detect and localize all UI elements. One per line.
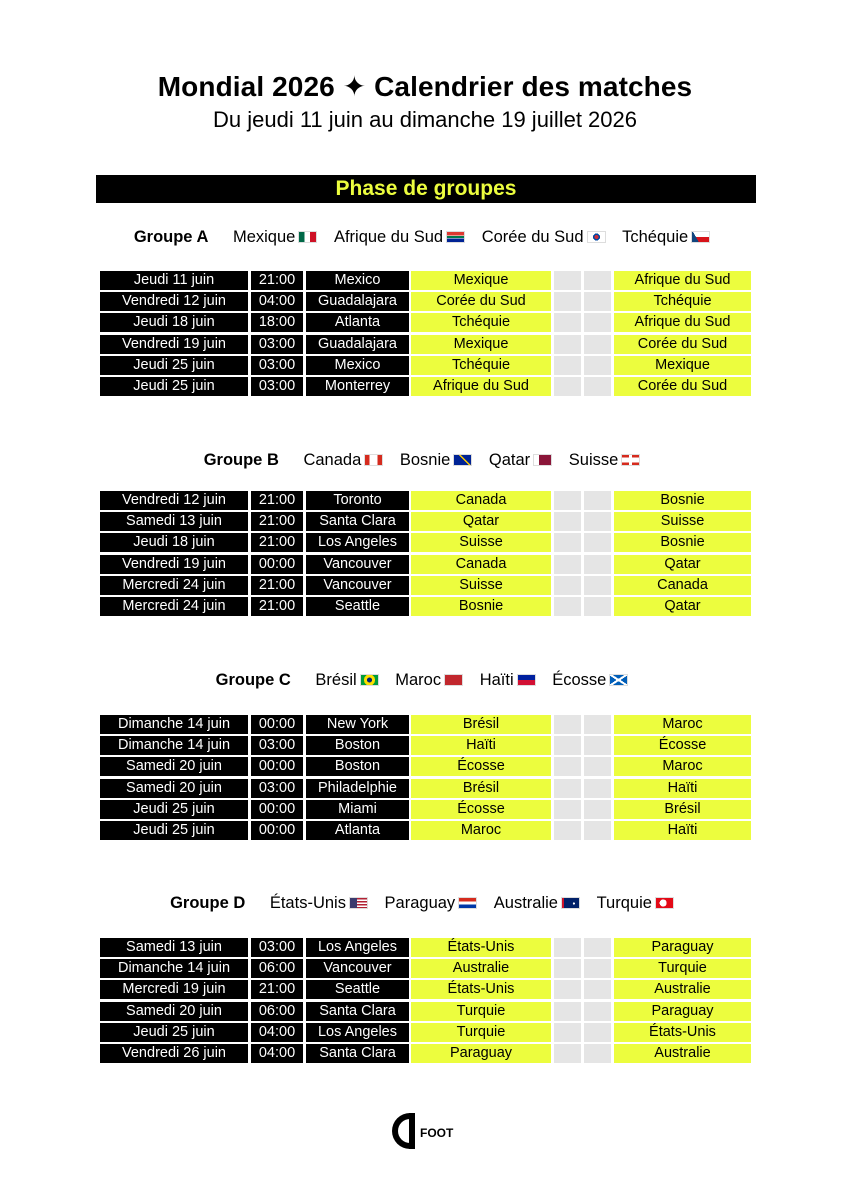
- match-time: 21:00: [251, 576, 303, 595]
- team-label: Paraguay: [385, 894, 478, 912]
- home-score-box: [554, 938, 581, 957]
- team-label: Maroc: [395, 671, 463, 689]
- home-score-box: [554, 377, 581, 396]
- home-team: Suisse: [411, 576, 551, 595]
- match-city: Vancouver: [306, 576, 409, 595]
- match-row: [100, 377, 751, 398]
- team-label: Haïti: [480, 671, 536, 689]
- page-title: Mondial 2026 ✦ Calendrier des matches: [157, 71, 693, 102]
- away-score-box: [584, 757, 611, 776]
- south-africa-flag-icon: [446, 231, 465, 243]
- away-score-box: [584, 1044, 611, 1063]
- match-city: Los Angeles: [306, 938, 409, 957]
- match-row: [100, 779, 751, 800]
- match-time: 03:00: [251, 736, 303, 755]
- away-score-box: [584, 335, 611, 354]
- home-team: Corée du Sud: [411, 292, 551, 311]
- morocco-flag-icon: [444, 674, 463, 686]
- team-label: Afrique du Sud: [334, 228, 465, 246]
- match-time: 03:00: [251, 779, 303, 798]
- logo-text: FOOT: [420, 1126, 454, 1140]
- home-team: Canada: [411, 555, 551, 574]
- group-name: Groupe C: [215, 671, 291, 689]
- match-row: [100, 292, 751, 313]
- match-city: Miami: [306, 800, 409, 819]
- home-team: Mexique: [411, 335, 551, 354]
- away-team: Qatar: [614, 555, 751, 574]
- page-subtitle: Du jeudi 11 juin au dimanche 19 juillet 2026: [213, 107, 637, 132]
- away-score-box: [584, 512, 611, 531]
- match-row: [100, 1023, 751, 1044]
- away-score-box: [584, 715, 611, 734]
- away-score-box: [584, 576, 611, 595]
- away-team: Australie: [614, 980, 751, 999]
- match-date: Vendredi 19 juin: [100, 335, 248, 354]
- match-city: Toronto: [306, 491, 409, 510]
- match-row: [100, 715, 751, 736]
- match-city: Santa Clara: [306, 1002, 409, 1021]
- group-header-a: [0, 226, 850, 248]
- match-time: 21:00: [251, 533, 303, 552]
- match-row: [100, 335, 751, 356]
- australia-flag-icon: [561, 897, 580, 909]
- match-date: Jeudi 25 juin: [100, 377, 248, 396]
- match-city: New York: [306, 715, 409, 734]
- match-city: Santa Clara: [306, 1044, 409, 1063]
- match-date: Jeudi 25 juin: [100, 800, 248, 819]
- home-team: Écosse: [411, 757, 551, 776]
- match-city: Mexico: [306, 356, 409, 375]
- away-team: Maroc: [614, 757, 751, 776]
- match-row: [100, 491, 751, 512]
- away-score-box: [584, 533, 611, 552]
- match-row: [100, 533, 751, 554]
- match-time: 21:00: [251, 271, 303, 290]
- czechia-flag-icon: [691, 231, 710, 243]
- schedule-table-d: [100, 938, 751, 1065]
- away-team: Bosnie: [614, 533, 751, 552]
- match-time: 00:00: [251, 555, 303, 574]
- match-date: Jeudi 25 juin: [100, 821, 248, 840]
- away-score-box: [584, 313, 611, 332]
- match-date: Vendredi 12 juin: [100, 292, 248, 311]
- match-date: Jeudi 18 juin: [100, 313, 248, 332]
- home-score-box: [554, 576, 581, 595]
- match-row: [100, 1044, 751, 1065]
- away-team: Afrique du Sud: [614, 271, 751, 290]
- away-team: Haïti: [614, 821, 751, 840]
- away-team: Australie: [614, 1044, 751, 1063]
- home-team: Maroc: [411, 821, 551, 840]
- match-city: Philadelphie: [306, 779, 409, 798]
- canada-flag-icon: [364, 454, 383, 466]
- match-time: 04:00: [251, 1044, 303, 1063]
- match-time: 04:00: [251, 292, 303, 311]
- away-score-box: [584, 555, 611, 574]
- away-team: Paraguay: [614, 938, 751, 957]
- away-score-box: [584, 1023, 611, 1042]
- team-label: Qatar: [489, 451, 552, 469]
- match-row: [100, 938, 751, 959]
- match-city: Mexico: [306, 271, 409, 290]
- home-score-box: [554, 1002, 581, 1021]
- brazil-flag-icon: [360, 674, 379, 686]
- away-team: Qatar: [614, 597, 751, 616]
- match-row: [100, 959, 751, 980]
- home-team: Bosnie: [411, 597, 551, 616]
- match-date: Mercredi 24 juin: [100, 597, 248, 616]
- match-time: 18:00: [251, 313, 303, 332]
- away-team: Haïti: [614, 779, 751, 798]
- foot-logo: [390, 1108, 470, 1154]
- away-team: Écosse: [614, 736, 751, 755]
- team-label: Canada: [303, 451, 383, 469]
- home-score-box: [554, 335, 581, 354]
- match-city: Guadalajara: [306, 335, 409, 354]
- match-city: Seattle: [306, 980, 409, 999]
- away-score-box: [584, 377, 611, 396]
- match-date: Mercredi 19 juin: [100, 980, 248, 999]
- match-date: Mercredi 24 juin: [100, 576, 248, 595]
- home-team: Tchéquie: [411, 313, 551, 332]
- match-city: Vancouver: [306, 555, 409, 574]
- home-score-box: [554, 800, 581, 819]
- match-row: [100, 512, 751, 533]
- match-time: 04:00: [251, 1023, 303, 1042]
- away-team: Suisse: [614, 512, 751, 531]
- home-score-box: [554, 1044, 581, 1063]
- home-team: Brésil: [411, 779, 551, 798]
- phase-banner: Phase de groupes: [96, 175, 756, 203]
- match-city: Los Angeles: [306, 1023, 409, 1042]
- home-score-box: [554, 779, 581, 798]
- match-row: [100, 800, 751, 821]
- bosnia-flag-icon: [453, 454, 472, 466]
- scotland-flag-icon: [609, 674, 628, 686]
- match-time: 21:00: [251, 491, 303, 510]
- match-city: Los Angeles: [306, 533, 409, 552]
- away-team: Canada: [614, 576, 751, 595]
- home-score-box: [554, 491, 581, 510]
- schedule-table-b: [100, 491, 751, 618]
- group-name: Groupe D: [170, 894, 246, 912]
- schedule-table-a: [100, 271, 751, 398]
- home-team: Écosse: [411, 800, 551, 819]
- away-team: Tchéquie: [614, 292, 751, 311]
- match-time: 00:00: [251, 757, 303, 776]
- team-label: Turquie: [597, 894, 674, 912]
- team-label: Écosse: [552, 671, 628, 689]
- team-label: Corée du Sud: [482, 228, 606, 246]
- match-row: [100, 757, 751, 778]
- mexico-flag-icon: [298, 231, 317, 243]
- match-date: Dimanche 14 juin: [100, 959, 248, 978]
- away-team: Paraguay: [614, 1002, 751, 1021]
- match-row: [100, 271, 751, 292]
- match-date: Vendredi 19 juin: [100, 555, 248, 574]
- home-score-box: [554, 980, 581, 999]
- away-score-box: [584, 959, 611, 978]
- home-score-box: [554, 533, 581, 552]
- home-score-box: [554, 736, 581, 755]
- away-score-box: [584, 356, 611, 375]
- match-city: Seattle: [306, 597, 409, 616]
- match-time: 03:00: [251, 335, 303, 354]
- match-city: Atlanta: [306, 313, 409, 332]
- group-name: Groupe B: [203, 451, 279, 469]
- away-score-box: [584, 779, 611, 798]
- home-team: Mexique: [411, 271, 551, 290]
- home-score-box: [554, 959, 581, 978]
- away-team: Afrique du Sud: [614, 313, 751, 332]
- turkey-flag-icon: [655, 897, 674, 909]
- match-time: 00:00: [251, 800, 303, 819]
- match-date: Vendredi 26 juin: [100, 1044, 248, 1063]
- match-row: [100, 1002, 751, 1023]
- switzerland-flag-icon: [621, 454, 640, 466]
- away-score-box: [584, 292, 611, 311]
- away-score-box: [584, 800, 611, 819]
- match-city: Atlanta: [306, 821, 409, 840]
- match-time: 21:00: [251, 597, 303, 616]
- schedule-table-c: [100, 715, 751, 842]
- match-time: 21:00: [251, 980, 303, 999]
- match-date: Jeudi 11 juin: [100, 271, 248, 290]
- away-score-box: [584, 821, 611, 840]
- home-team: Suisse: [411, 533, 551, 552]
- match-row: [100, 313, 751, 334]
- match-date: Samedi 20 juin: [100, 1002, 248, 1021]
- match-time: 03:00: [251, 356, 303, 375]
- away-score-box: [584, 980, 611, 999]
- team-label: Australie: [494, 894, 580, 912]
- match-row: [100, 821, 751, 842]
- match-row: [100, 356, 751, 377]
- match-row: [100, 980, 751, 1001]
- match-city: Santa Clara: [306, 512, 409, 531]
- home-team: Canada: [411, 491, 551, 510]
- home-score-box: [554, 715, 581, 734]
- home-team: Paraguay: [411, 1044, 551, 1063]
- home-score-box: [554, 821, 581, 840]
- group-name: Groupe A: [133, 228, 209, 246]
- home-score-box: [554, 271, 581, 290]
- home-team: Tchéquie: [411, 356, 551, 375]
- match-city: Vancouver: [306, 959, 409, 978]
- paraguay-flag-icon: [458, 897, 477, 909]
- home-team: États-Unis: [411, 938, 551, 957]
- match-date: Samedi 13 juin: [100, 938, 248, 957]
- away-team: États-Unis: [614, 1023, 751, 1042]
- match-time: 06:00: [251, 959, 303, 978]
- away-team: Mexique: [614, 356, 751, 375]
- group-header-b: [0, 449, 850, 471]
- away-score-box: [584, 491, 611, 510]
- away-score-box: [584, 938, 611, 957]
- match-time: 03:00: [251, 377, 303, 396]
- match-time: 06:00: [251, 1002, 303, 1021]
- match-time: 00:00: [251, 821, 303, 840]
- match-row: [100, 597, 751, 618]
- home-team: Turquie: [411, 1002, 551, 1021]
- qatar-flag-icon: [533, 454, 552, 466]
- home-score-box: [554, 313, 581, 332]
- home-score-box: [554, 597, 581, 616]
- team-label: Brésil: [315, 671, 378, 689]
- team-label: Mexique: [233, 228, 317, 246]
- home-team: Qatar: [411, 512, 551, 531]
- group-header-d: [0, 892, 850, 914]
- match-city: Monterrey: [306, 377, 409, 396]
- match-date: Samedi 20 juin: [100, 757, 248, 776]
- haiti-flag-icon: [517, 674, 536, 686]
- home-team: Australie: [411, 959, 551, 978]
- match-city: Guadalajara: [306, 292, 409, 311]
- usa-flag-icon: [349, 897, 368, 909]
- home-team: Turquie: [411, 1023, 551, 1042]
- match-date: Dimanche 14 juin: [100, 715, 248, 734]
- home-team: Brésil: [411, 715, 551, 734]
- away-team: Bosnie: [614, 491, 751, 510]
- match-row: [100, 555, 751, 576]
- match-date: Samedi 20 juin: [100, 779, 248, 798]
- away-team: Corée du Sud: [614, 377, 751, 396]
- home-team: Afrique du Sud: [411, 377, 551, 396]
- team-label: États-Unis: [270, 894, 368, 912]
- match-date: Vendredi 12 juin: [100, 491, 248, 510]
- home-score-box: [554, 757, 581, 776]
- team-label: Suisse: [569, 451, 641, 469]
- match-city: Boston: [306, 736, 409, 755]
- away-score-box: [584, 1002, 611, 1021]
- away-score-box: [584, 736, 611, 755]
- team-label: Tchéquie: [622, 228, 710, 246]
- home-score-box: [554, 512, 581, 531]
- match-date: Jeudi 25 juin: [100, 1023, 248, 1042]
- away-team: Brésil: [614, 800, 751, 819]
- match-row: [100, 736, 751, 757]
- home-score-box: [554, 1023, 581, 1042]
- home-team: États-Unis: [411, 980, 551, 999]
- match-time: 21:00: [251, 512, 303, 531]
- away-team: Turquie: [614, 959, 751, 978]
- away-team: Maroc: [614, 715, 751, 734]
- match-row: [100, 576, 751, 597]
- match-city: Boston: [306, 757, 409, 776]
- match-time: 03:00: [251, 938, 303, 957]
- home-score-box: [554, 555, 581, 574]
- match-date: Dimanche 14 juin: [100, 736, 248, 755]
- home-team: Haïti: [411, 736, 551, 755]
- south-korea-flag-icon: [587, 231, 606, 243]
- match-time: 00:00: [251, 715, 303, 734]
- team-label: Bosnie: [400, 451, 472, 469]
- match-date: Samedi 13 juin: [100, 512, 248, 531]
- match-date: Jeudi 18 juin: [100, 533, 248, 552]
- home-score-box: [554, 356, 581, 375]
- away-score-box: [584, 597, 611, 616]
- group-header-c: [0, 669, 850, 691]
- away-score-box: [584, 271, 611, 290]
- match-date: Jeudi 25 juin: [100, 356, 248, 375]
- away-team: Corée du Sud: [614, 335, 751, 354]
- home-score-box: [554, 292, 581, 311]
